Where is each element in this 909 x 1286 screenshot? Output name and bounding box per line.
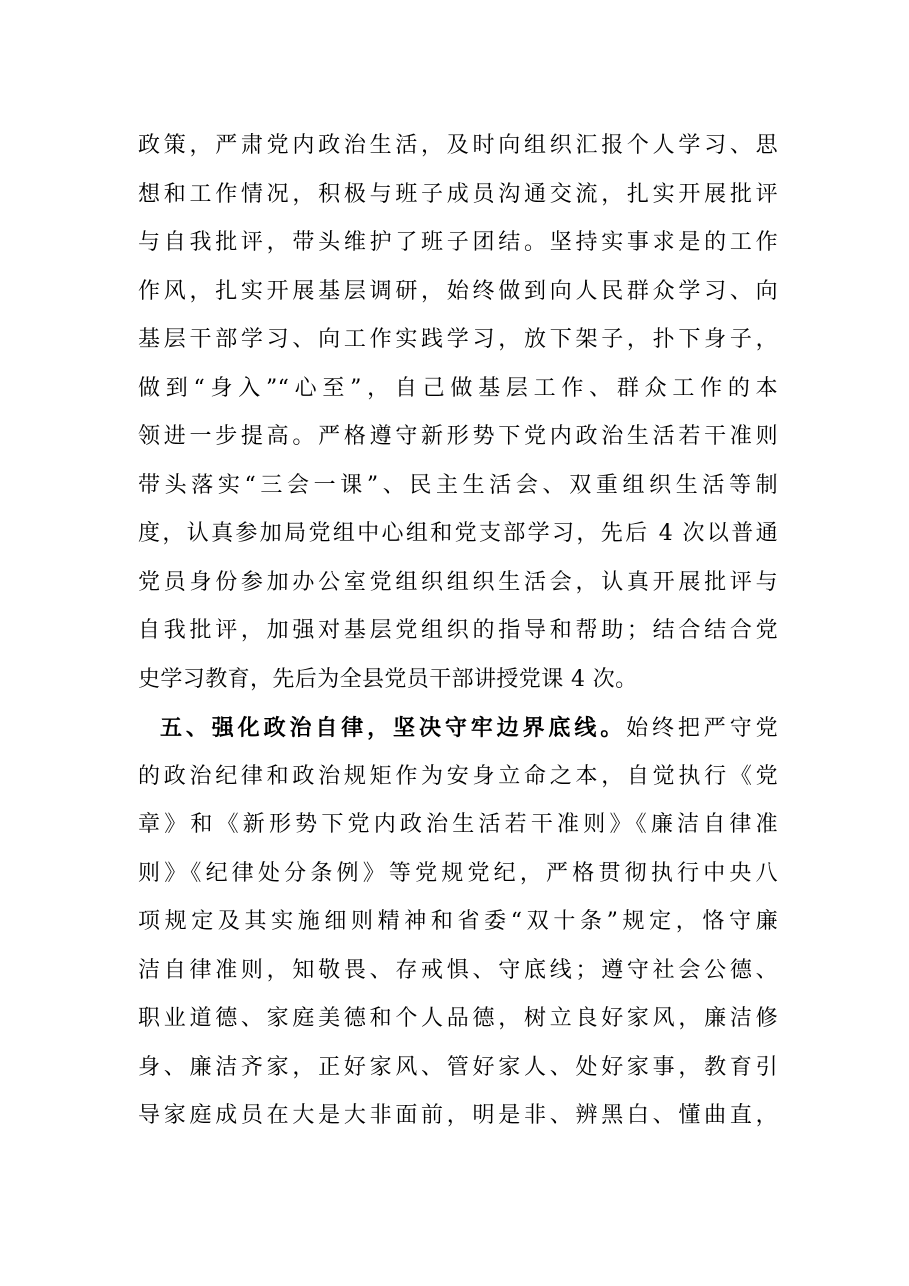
text-line: 身、廉洁齐家，正好家风、管好家人、处好家事，教育引 <box>138 1054 778 1080</box>
text-line: 作风，扎实开展基层调研，始终做到向人民群众学习、向 <box>138 278 778 304</box>
section-first-line-text: 始终把严守党 <box>626 716 779 741</box>
text-line: 则》《纪律处分条例》等党规党纪，严格贯彻执行中央八 <box>138 860 778 886</box>
text-line: 章》和《新形势下党内政治生活若干准则》《廉洁自律准 <box>138 812 778 837</box>
text-line: 的政治纪律和政治规矩作为安身立命之本，自觉执行《党 <box>138 763 778 789</box>
text-line: 项规定及其实施细则精神和省委“双十条”规定，恪守廉 <box>138 909 778 934</box>
text-line: 政策，严肃党内政治生活，及时向组织汇报个人学习、思 <box>138 133 778 158</box>
text-line: 想和工作情况，积极与班子成员沟通交流，扎实开展批评 <box>138 181 778 207</box>
text-line: 带头落实“三会一课”、民主生活会、双重组织生活等制 <box>138 472 778 498</box>
section-first-line <box>138 704 778 753</box>
text-line: 度，认真参加局党组中心组和党支部学习，先后 4 次以普通 <box>138 521 778 546</box>
section-heading: 五、强化政治自律，坚决守牢边界底线。 <box>160 715 627 741</box>
text-line: 党员身份参加办公室党组织组织生活会，认真开展批评与 <box>138 569 778 595</box>
text-line: 洁自律准则，知敬畏、存戒惧、守底线；遵守社会公德、 <box>138 957 778 983</box>
text-line: 职业道德、家庭美德和个人品德，树立良好家风，廉洁修 <box>138 1006 778 1031</box>
text-line: 做到“身入”“心至”，自己做基层工作、群众工作的本 <box>138 375 778 401</box>
text-line: 领进一步提高。严格遵守新形势下党内政治生活若干准则 <box>138 424 778 449</box>
paragraph-political-discipline <box>138 704 778 1141</box>
document-body <box>138 122 778 1141</box>
text-line: 导家庭成员在大是大非面前，明是非、辨黑白、懂曲直， <box>138 1103 778 1128</box>
text-line: 基层干部学习、向工作实践学习，放下架子，扑下身子， <box>138 327 778 352</box>
text-line: 与自我批评，带头维护了班子团结。坚持实事求是的工作 <box>138 230 778 255</box>
text-line: 自我批评，加强对基层党组织的指导和帮助；结合结合党 <box>138 618 778 643</box>
paragraph-party-life <box>138 122 778 704</box>
text-line: 史学习教育，先后为全县党员干部讲授党课 4 次。 <box>138 666 638 692</box>
